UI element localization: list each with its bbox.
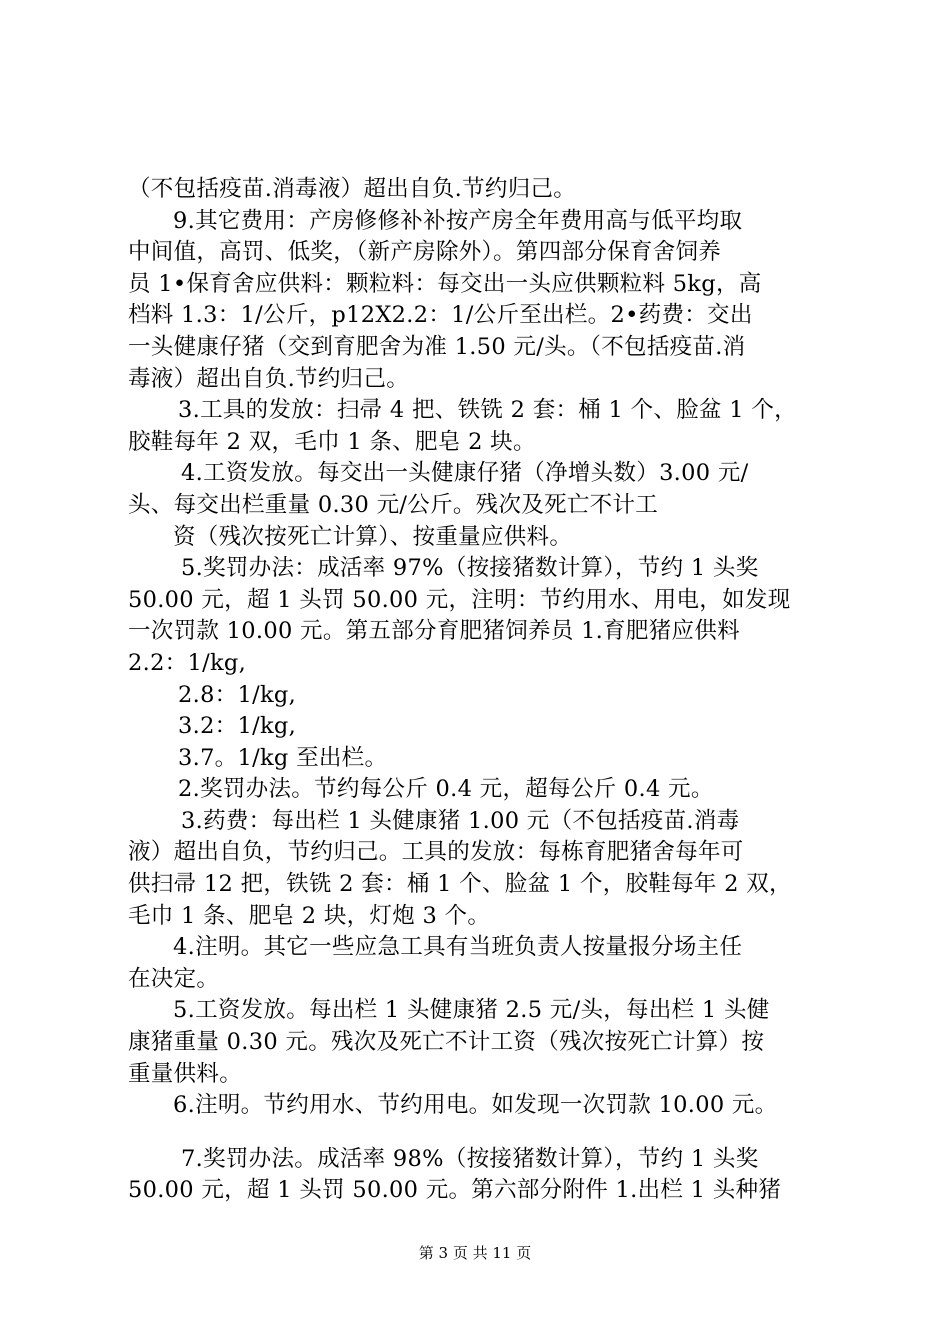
text-line: 3.2：1/kg, — [178, 713, 297, 740]
text-line: 3.工具的发放：扫帚 4 把、铁铣 2 套：桶 1 个、脸盆 1 个， — [178, 397, 797, 424]
text-line: 供扫帚 12 把，铁铣 2 套：桶 1 个、脸盆 1 个，胶鞋每年 2 双， — [128, 871, 792, 898]
text-line: 毒液）超出自负.节约归己。 — [128, 365, 410, 392]
text-line: 一头健康仔猪（交到育肥舍为准 1.50 元/头。（不包括疫苗.消 — [128, 333, 746, 360]
text-line: 在决定。 — [128, 965, 220, 992]
text-line: 中间值，高罚、低奖，（新产房除外）。第四部分保育舍饲养 — [128, 239, 722, 266]
text-line: 头、每交出栏重量 0.30 元/公斤。残次及死亡不计工 — [128, 491, 659, 518]
text-line: 2.8：1/kg, — [178, 681, 297, 708]
document-body — [128, 174, 834, 1207]
page-number: 第 3 页 共 11 页 — [418, 1244, 532, 1262]
text-line: 4.注明。其它一些应急工具有当班负责人按量报分场主任 — [173, 934, 743, 961]
text-line: 液）超出自负，节约归己。工具的发放：每栋育肥猪舍每年可 — [128, 839, 744, 866]
text-line: 5.工资发放。每出栏 1 头健康猪 2.5 元/头，每出栏 1 头健 — [173, 997, 770, 1024]
text-line: 2.奖罚办法。节约每公斤 0.4 元，超每公斤 0.4 元。 — [178, 776, 714, 803]
text-line: 档料 1.3：1/公斤，p12X2.2：1/公斤至出栏。2•药费：交出 — [128, 302, 753, 329]
paragraph-gap — [128, 1122, 834, 1144]
text-line: 9.其它费用：产房修修补补按产房全年费用高与低平均取 — [173, 207, 743, 234]
text-line: 一次罚款 10.00 元。第五部分育肥猪饲养员 1.育肥猪应供料 — [128, 618, 740, 645]
text-line: 6.注明。节约用水、节约用电。如发现一次罚款 10.00 元。 — [173, 1092, 778, 1119]
text-line: 3.7。1/kg 至出栏。 — [178, 744, 388, 771]
text-line: 员 1•保育舍应供料：颗粒料：每交出一头应供颗粒料 5kg，高 — [128, 270, 762, 297]
text-line: 康猪重量 0.30 元。残次及死亡不计工资（残次按死亡计算）按 — [128, 1029, 765, 1056]
text-line: 毛巾 1 条、肥皂 2 块，灯炮 3 个。 — [128, 902, 491, 929]
text-line: 重量供料。 — [128, 1060, 243, 1087]
text-line: 胶鞋每年 2 双，毛巾 1 条、肥皂 2 块。 — [128, 428, 536, 455]
text-line: 资（残次按死亡计算）、按重量应供料。 — [173, 523, 573, 550]
text-line: 2.2：1/kg, — [128, 649, 247, 676]
text-line: 3.药费：每出栏 1 头健康猪 1.00 元（不包括疫苗.消毒 — [181, 807, 740, 834]
text-line: 50.00 元，超 1 头罚 50.00 元。第六部分附件 1.出栏 1 头种猪 — [128, 1177, 782, 1204]
text-line: 7.奖罚办法。成活率 98%（按接猪数计算），节约 1 头奖 — [181, 1145, 759, 1172]
text-line: 4.工资发放。每交出一头健康仔猪（净增头数）3.00 元/ — [181, 460, 749, 487]
text-line: 50.00 元，超 1 头罚 50.00 元，注明：节约用水、用电，如发现 — [128, 586, 791, 613]
text-line: （不包括疫苗.消毒液）超出自负.节约归己。 — [128, 176, 577, 202]
text-line: 5.奖罚办法：成活率 97%（按接猪数计算），节约 1 头奖 — [181, 555, 759, 582]
